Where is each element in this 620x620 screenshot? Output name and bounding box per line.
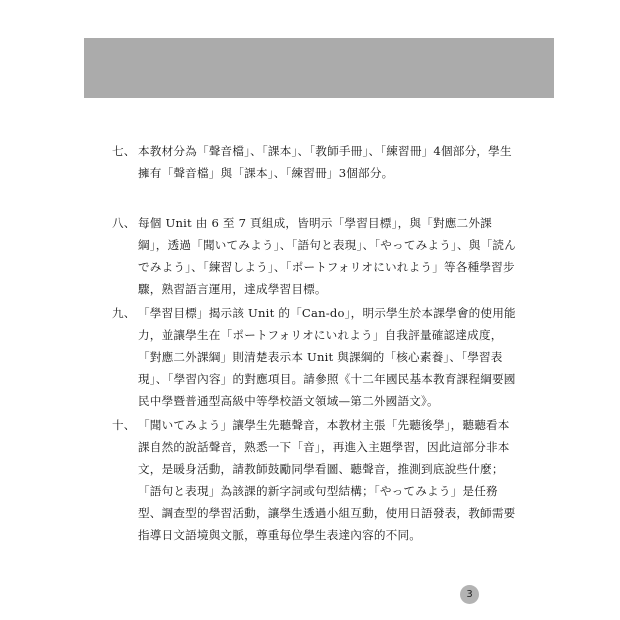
- item-text: 本教材分為「聲音檔」、「課本」、「教師手冊」、「練習冊」4個部分，學生擁有「聲音檔」與「課本」、「練習冊」3個部分。: [138, 144, 512, 180]
- list-item: [112, 212, 518, 300]
- page-number: 3: [460, 585, 479, 604]
- list-item: [112, 140, 518, 184]
- item-number: 十、: [112, 418, 136, 432]
- header-band: [84, 38, 554, 98]
- item-text: 「學習目標」揭示該 Unit 的「Can-do」，明示學生於本課學會的使用能力，並讓學生在「ポートフォリオにいれよう」自我評量確認達成度，「對應二外課綱」則清楚表示本 Unit 與課綱的「核心素養」、「學習表現」、「學習內容」的對應項目。請參照《十二年國民基本教育課程綱要國民中學暨普通型高級中等學校語文領域—第二外國語文》。: [138, 306, 516, 408]
- item-text: 每個 Unit 由 6 至 7 頁組成，皆明示「學習目標」，與「對應二外課綱」，透過「聞いてみよう」、「語句と表現」、「やってみよう」、與「読んでみよう」、「練習しよう」、「ポートフォリオにいれよう」等各種學習步驟，熟習語言運用，達成學習目標。: [138, 216, 516, 296]
- item-text: 「聞いてみよう」讓學生先聽聲音，本教材主張「先聽後學」，聽聽看本課自然的說話聲音，熟悉一下「音」，再進入主題學習，因此這部分非本文，是暖身活動，請教師鼓勵同學看圖、聽聲音，推測到底說些什麼；「語句と表現」為該課的新字詞或句型結構；「やってみよう」是任務型、調查型的學習活動，讓學生透過小組互動，使用日語發表，教師需要指導日文語境與文脈，尊重每位學生表達內容的不同。: [138, 418, 516, 542]
- list-item: [112, 414, 518, 546]
- item-number: 九、: [112, 306, 136, 320]
- item-number: 八、: [112, 216, 136, 230]
- list-item: [112, 302, 518, 412]
- item-number: 七、: [112, 144, 136, 158]
